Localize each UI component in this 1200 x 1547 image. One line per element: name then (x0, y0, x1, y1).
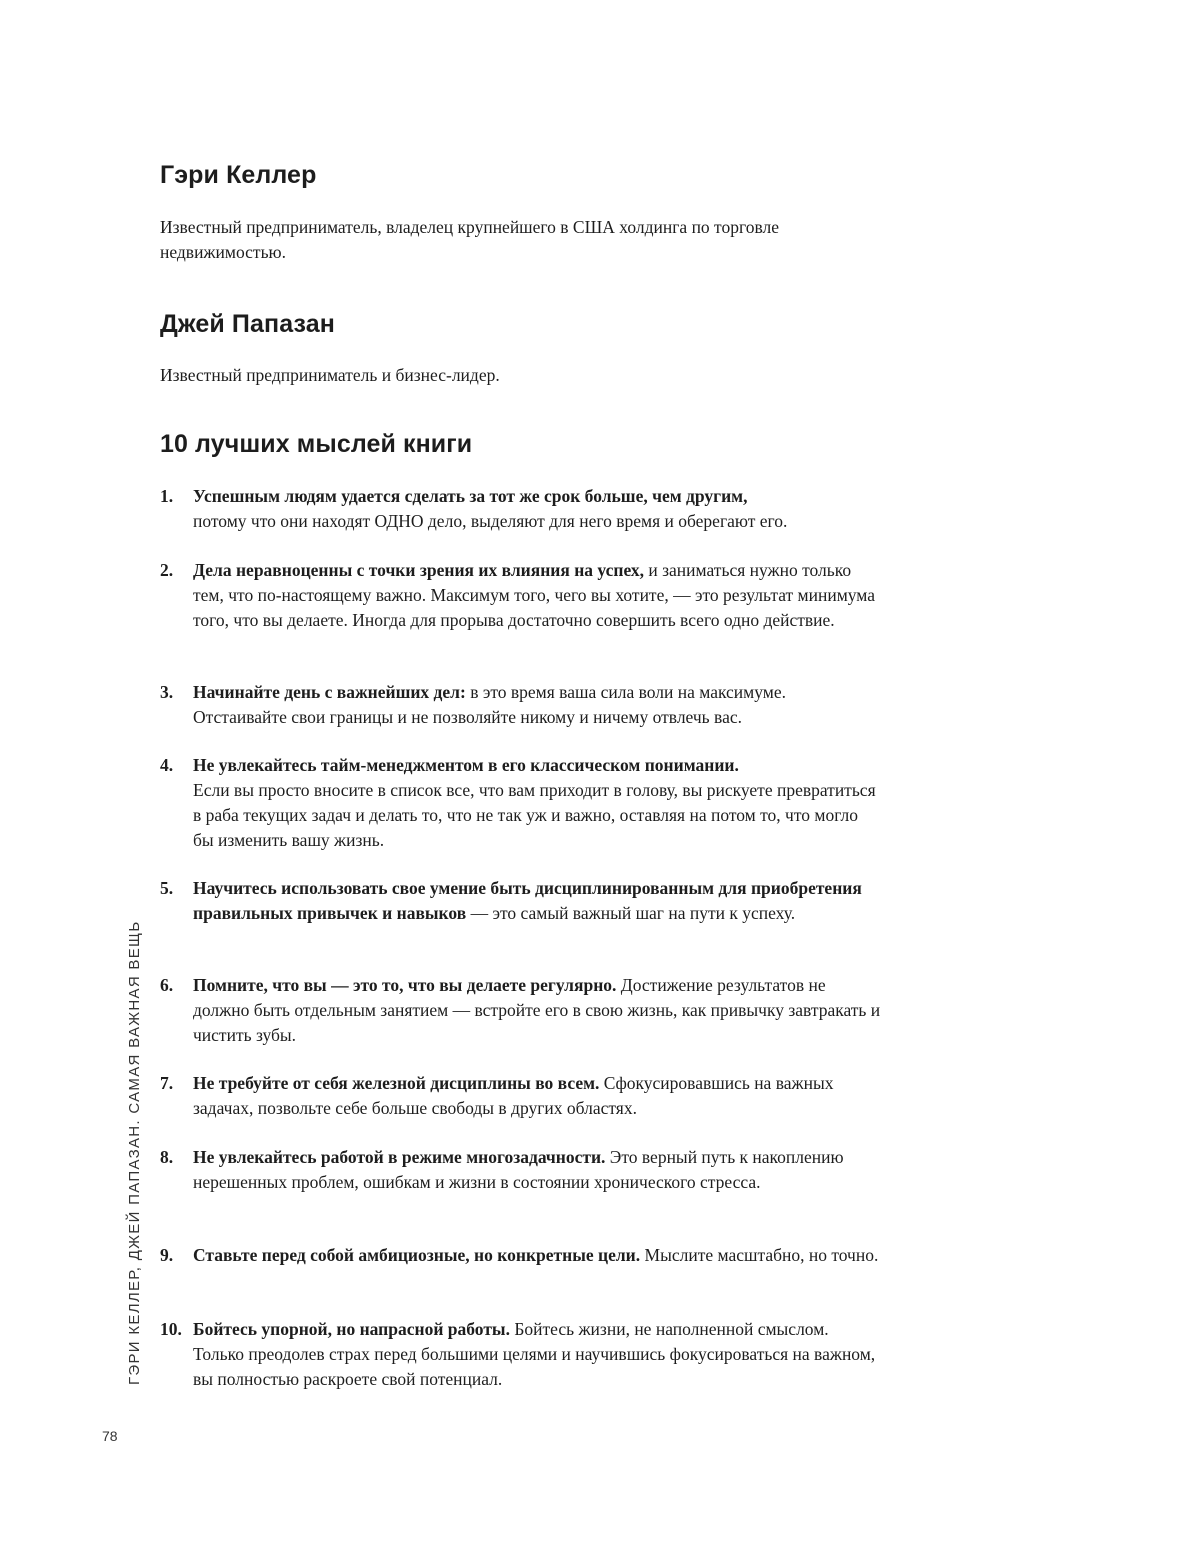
list-item-body: Бойтесь жизни, не наполненной смыслом. Только преодолев страх перед большими целями и научившись фокусироваться на важном, вы полностью раскроете свой потенциал. (193, 1319, 876, 1389)
list-item-text (193, 876, 883, 926)
list-item-body: — это самый важный шаг на пути к успеху. (466, 903, 796, 923)
list-item-text (193, 680, 883, 730)
list-item-text (193, 484, 883, 534)
list-item-body: Если вы просто вносите в список все, что вам приходит в голову, вы рискуете превратиться в раба текущих задач и делать то, что не так уж и важно, оставляя на потом то, что могло бы изменить вашу жизнь. (193, 780, 876, 850)
section-heading-top-thoughts: 10 лучших мыслей книги (160, 430, 473, 458)
list-item-text (193, 1317, 883, 1392)
list-item-text (193, 973, 883, 1048)
author-description-keller: Известный предприниматель, владелец крупнейшего в США холдинга по торговле недвижимостью. (160, 217, 779, 262)
list-item-body: в это время ваша сила воли на максимуме. Отстаивайте свои границы и не позволяйте никому и ничему отвлечь вас. (193, 682, 786, 727)
list-item-number: 5. (160, 878, 174, 898)
list-item-lead: Ставьте перед собой амбициозные, но конкретные цели. (193, 1245, 641, 1265)
author-heading-keller: Гэри Келлер (160, 161, 317, 189)
list-item-number: 4. (160, 755, 174, 775)
list-item-lead: Не увлекайтесь тайм-менеджментом в его классическом понимании. (193, 755, 739, 775)
list-item-text (193, 558, 883, 633)
list-item-body: и заниматься нужно только тем, что по-настоящему важно. Максимум того, чего вы хотите, — это результат минимума того, что вы делаете. Иногда для прорыва достаточно совершить всего одно действие. (193, 560, 876, 630)
running-title: ГЭРИ КЕЛЛЕР, ДЖЕЙ ПАПАЗАН. САМАЯ ВАЖНАЯ ВЕЩЬ (126, 920, 143, 1385)
list-item-number: 1. (160, 486, 174, 506)
list-item-lead: Дела неравноценны с точки зрения их влияния на успех, (193, 560, 645, 580)
list-item-body: Сфокусировавшись на важных задачах, позвольте себе больше свободы в других областях. (193, 1073, 834, 1118)
list-item-lead: Начинайте день с важнейших дел: (193, 682, 466, 702)
list-item-lead: Бойтесь упорной, но напрасной работы. (193, 1319, 510, 1339)
list-item-lead: Успешным людям удается сделать за тот же срок больше, чем другим, (193, 486, 748, 506)
author-heading-papazan: Джей Папазан (160, 310, 335, 338)
list-item-body: Мыслите масштабно, но точно. (640, 1245, 879, 1265)
list-item-number: 9. (160, 1245, 174, 1265)
list-item-text (193, 1071, 883, 1121)
list-item-number: 6. (160, 975, 174, 995)
list-item-body: Достижение результатов не должно быть отдельным занятием — встройте его в свою жизнь, как привычку завтракать и чистить зубы. (193, 975, 881, 1045)
list-item-lead: Не увлекайтесь работой в режиме многозадачности. (193, 1147, 606, 1167)
author-description-papazan: Известный предприниматель и бизнес-лидер. (160, 365, 500, 385)
list-item-text (193, 1243, 883, 1268)
list-item-number: 2. (160, 560, 174, 580)
list-item-lead: Научитесь использовать свое умение быть дисциплинированным для приобретения правильных привычек и навыков (193, 878, 862, 923)
page-number: 78 (102, 1428, 118, 1444)
list-item-text (193, 753, 883, 853)
list-item-body: Это верный путь к накоплению нерешенных проблем, ошибкам и жизни в состоянии хронического стресса. (193, 1147, 844, 1192)
list-item-number: 3. (160, 682, 174, 702)
list-item-text (193, 1145, 883, 1195)
list-item-lead: Помните, что вы — это то, что вы делаете регулярно. (193, 975, 617, 995)
list-item-body: потому что они находят ОДНО дело, выделяют для него время и оберегают его. (193, 511, 788, 531)
list-item-lead: Не требуйте от себя железной дисциплины во всем. (193, 1073, 600, 1093)
list-item-number: 10. (160, 1319, 182, 1339)
list-item-number: 7. (160, 1073, 174, 1093)
list-item-number: 8. (160, 1147, 174, 1167)
